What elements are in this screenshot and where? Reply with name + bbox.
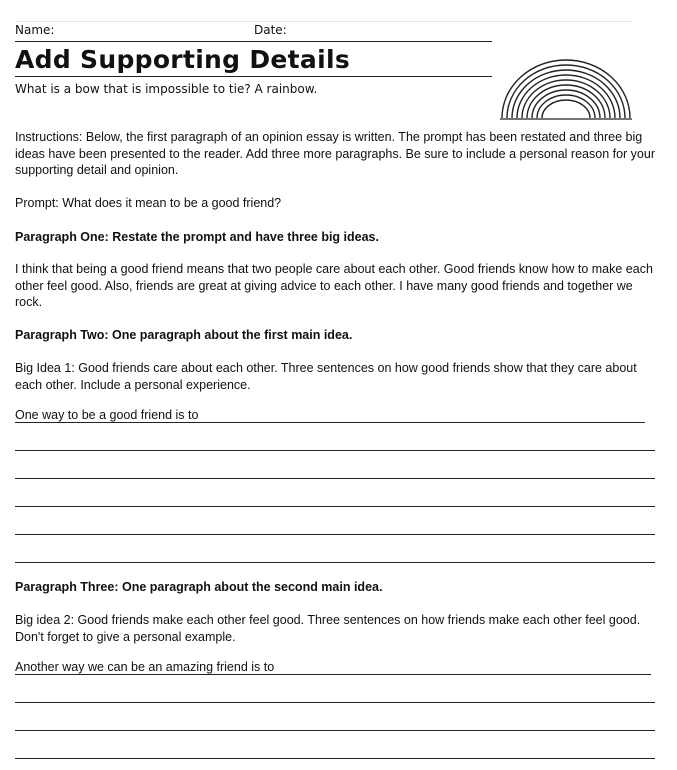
paragraph-two-starter-line[interactable] xyxy=(15,408,645,423)
paragraph-three-starter: Another way we can be an amazing friend is to xyxy=(15,660,275,674)
paragraph-two-starter: One way to be a good friend is to xyxy=(15,408,199,422)
instructions-text: Instructions: Below, the first paragraph of an opinion essay is written. The prompt has been restated and three big ideas have been presented to the reader. Add three more paragraphs. Be sure to include a personal reason for your supporting detail and opinion. xyxy=(15,130,655,177)
worksheet-title: Add Supporting Details xyxy=(15,44,492,77)
paragraph-three-heading: Paragraph Three: One paragraph about the second main idea. xyxy=(15,580,383,594)
writing-line[interactable] xyxy=(15,730,655,731)
writing-line[interactable] xyxy=(15,534,655,535)
big-idea-one-text: Big Idea 1: Good friends care about each other. Three sentences on how good friends show that they care about each other. Include a personal experience. xyxy=(15,361,637,392)
paragraph-one-heading: Paragraph One: Restate the prompt and have three big ideas. xyxy=(15,230,379,244)
paragraph-two-heading: Paragraph Two: One paragraph about the first main idea. xyxy=(15,328,353,342)
writing-line[interactable] xyxy=(15,478,655,479)
writing-line[interactable] xyxy=(15,702,655,703)
prompt-text: Prompt: What does it mean to be a good friend? xyxy=(15,196,282,210)
paragraph-three-starter-line[interactable] xyxy=(15,660,651,675)
big-idea-two-text: Big idea 2: Good friends make each other feel good. Three sentences on how friends make each other feel good. Don't forget to give a personal example. xyxy=(15,613,641,644)
riddle-text: What is a bow that is impossible to tie? A rainbow. xyxy=(15,82,318,96)
paragraph-one-text: I think that being a good friend means that two people care about each other. Good friends know how to make each other feel good. Also, friends are great at giving advice to each other. I have many good friends and together we rock. xyxy=(15,262,653,309)
date-label: Date: xyxy=(254,23,287,37)
writing-line[interactable] xyxy=(15,758,655,759)
writing-line[interactable] xyxy=(15,450,655,451)
top-divider xyxy=(15,21,633,22)
writing-line[interactable] xyxy=(15,506,655,507)
rainbow-icon xyxy=(497,56,635,122)
name-label: Name: xyxy=(15,23,55,37)
writing-line[interactable] xyxy=(15,562,655,563)
name-date-line[interactable] xyxy=(15,23,492,42)
